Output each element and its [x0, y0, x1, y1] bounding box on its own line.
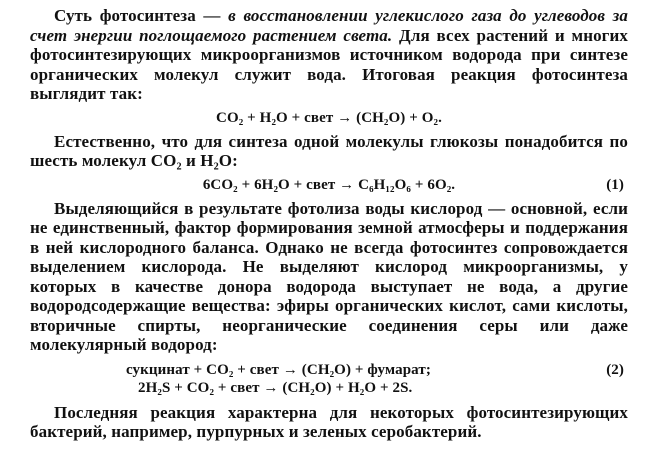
equation-2-line2 — [30, 379, 628, 397]
p1-italic: в восстановлении углекислого газа до углеводов за счет энергии поглощаемого растением света. — [30, 6, 628, 45]
paragraph-bacteria — [30, 403, 628, 442]
equation-2-group — [30, 361, 628, 397]
p4-text: Последняя реакция характерна для некоторых фотосинтезирующих бактерий, например, пурпурных и зеленых серобактерий. — [30, 402, 628, 441]
equation-2-line1 — [30, 361, 628, 379]
p1-lead: Суть фотосинтеза — — [54, 6, 229, 25]
equation-overall — [30, 109, 628, 127]
equation-overall-text: CO₂ + H₂O + свет → (CH₂O) + O₂. — [216, 109, 442, 126]
p1-rest: Для всех растений и многих фотосинтезирующих микроорганизмов источником водорода при синтезе органических молекул служит вода. Итоговая реакция фотосинтеза выглядит так: — [30, 25, 628, 103]
equation-2-line1-text: сукцинат + CO₂ + свет → (CH₂O) + фумарат; — [126, 361, 431, 378]
paragraph-glucose — [30, 132, 628, 171]
p3-text: Выделяющийся в результате фотолиза воды кислород — основной, если не единственный, фактор формирования земной атмосферы и поддержания в ней кислородного баланса. Однако не всегда фотосинтез сопровождается выделением кислорода. Не выделяют кислород микроорганизмы, у которых в качестве донора водорода выступает не вода, а другие водородсодержащие вещества: эфиры органических кислот, сами кислоты, вторичные спирты, неорганические соединения серы или даже молекулярный водород: — [30, 198, 628, 354]
equation-2-number: (2) — [606, 361, 624, 378]
p2-text: Естественно, что для синтеза одной молекулы глюкозы понадобится по шесть молекул CO₂ и H₂O: — [30, 131, 628, 170]
paragraph-oxygen — [30, 199, 628, 355]
equation-2-line2-text: 2H₂S + CO₂ + свет → (CH₂O) + H₂O + 2S. — [138, 379, 413, 396]
equation-1-number: (1) — [606, 176, 624, 193]
equation-1-text: 6CO₂ + 6H₂O + свет → C₆H₁₂O₆ + 6O₂. — [202, 176, 456, 193]
paragraph-photosynthesis-essence — [30, 6, 628, 104]
equation-1 — [30, 176, 628, 194]
